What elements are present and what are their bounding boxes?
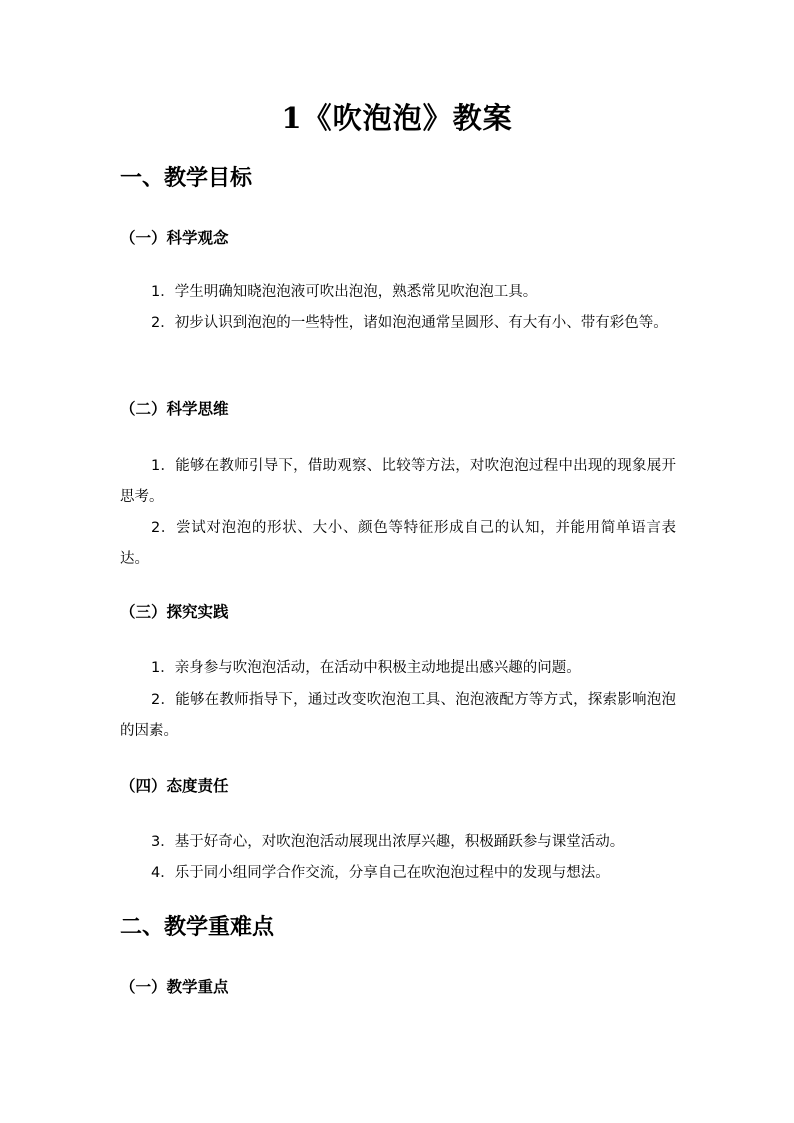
item-number: 1． [151,458,176,474]
item-text: 能够在教师指导下，通过改变吹泡泡工具、泡泡液配方等方式，探索影响泡泡的因素。 [120,692,676,739]
item-text: 初步认识到泡泡的一些特性，诸如泡泡通常呈圆形、有大有小、带有彩色等。 [174,315,668,331]
list-item [120,827,676,858]
item-text: 乐于同小组同学合作交流，分享自己在吹泡泡过程中的发现与想法。 [174,865,610,881]
list-item [120,858,676,889]
subsection-heading-inquiry-practice: （三）探究实践 [120,602,229,621]
item-number: 3． [151,834,175,850]
list-item [120,685,676,747]
item-text: 尝试对泡泡的形状、大小、颜色等特征形成自己的认知，并能用简单语言表达。 [120,520,677,567]
section-heading-teaching-goals: 一、教学目标 [120,165,253,191]
subsection-heading-science-concepts: （一）科学观念 [120,228,229,247]
item-number: 2． [151,315,175,331]
list-item [120,277,676,308]
item-number: 1． [151,284,175,300]
item-number: 1． [151,660,175,676]
item-text: 基于好奇心，对吹泡泡活动展现出浓厚兴趣，积极踊跃参与课堂活动。 [174,834,625,850]
subsection-heading-teaching-focus: （一）教学重点 [120,977,229,996]
item-number: 2． [151,520,177,536]
list-item [120,653,676,684]
list-item [120,513,676,575]
item-number: 4． [151,865,175,881]
item-text: 能够在教师引导下，借助观察、比较等方法，对吹泡泡过程中出现的现象展开思考。 [120,458,676,505]
item-text: 学生明确知晓泡泡液可吹出泡泡，熟悉常见吹泡泡工具。 [174,284,538,300]
subsection-heading-science-thinking: （二）科学思维 [120,399,229,418]
page-title: 1《吹泡泡》教案 [281,101,513,135]
item-text: 亲身参与吹泡泡活动，在活动中积极主动地提出感兴趣的问题。 [174,660,581,676]
subsection-heading-attitude-responsibility: （四）态度责任 [120,776,229,795]
item-number: 2． [151,692,176,708]
section-heading-key-difficulties: 二、教学重难点 [120,914,275,940]
list-item [120,451,676,513]
list-item [120,308,676,339]
